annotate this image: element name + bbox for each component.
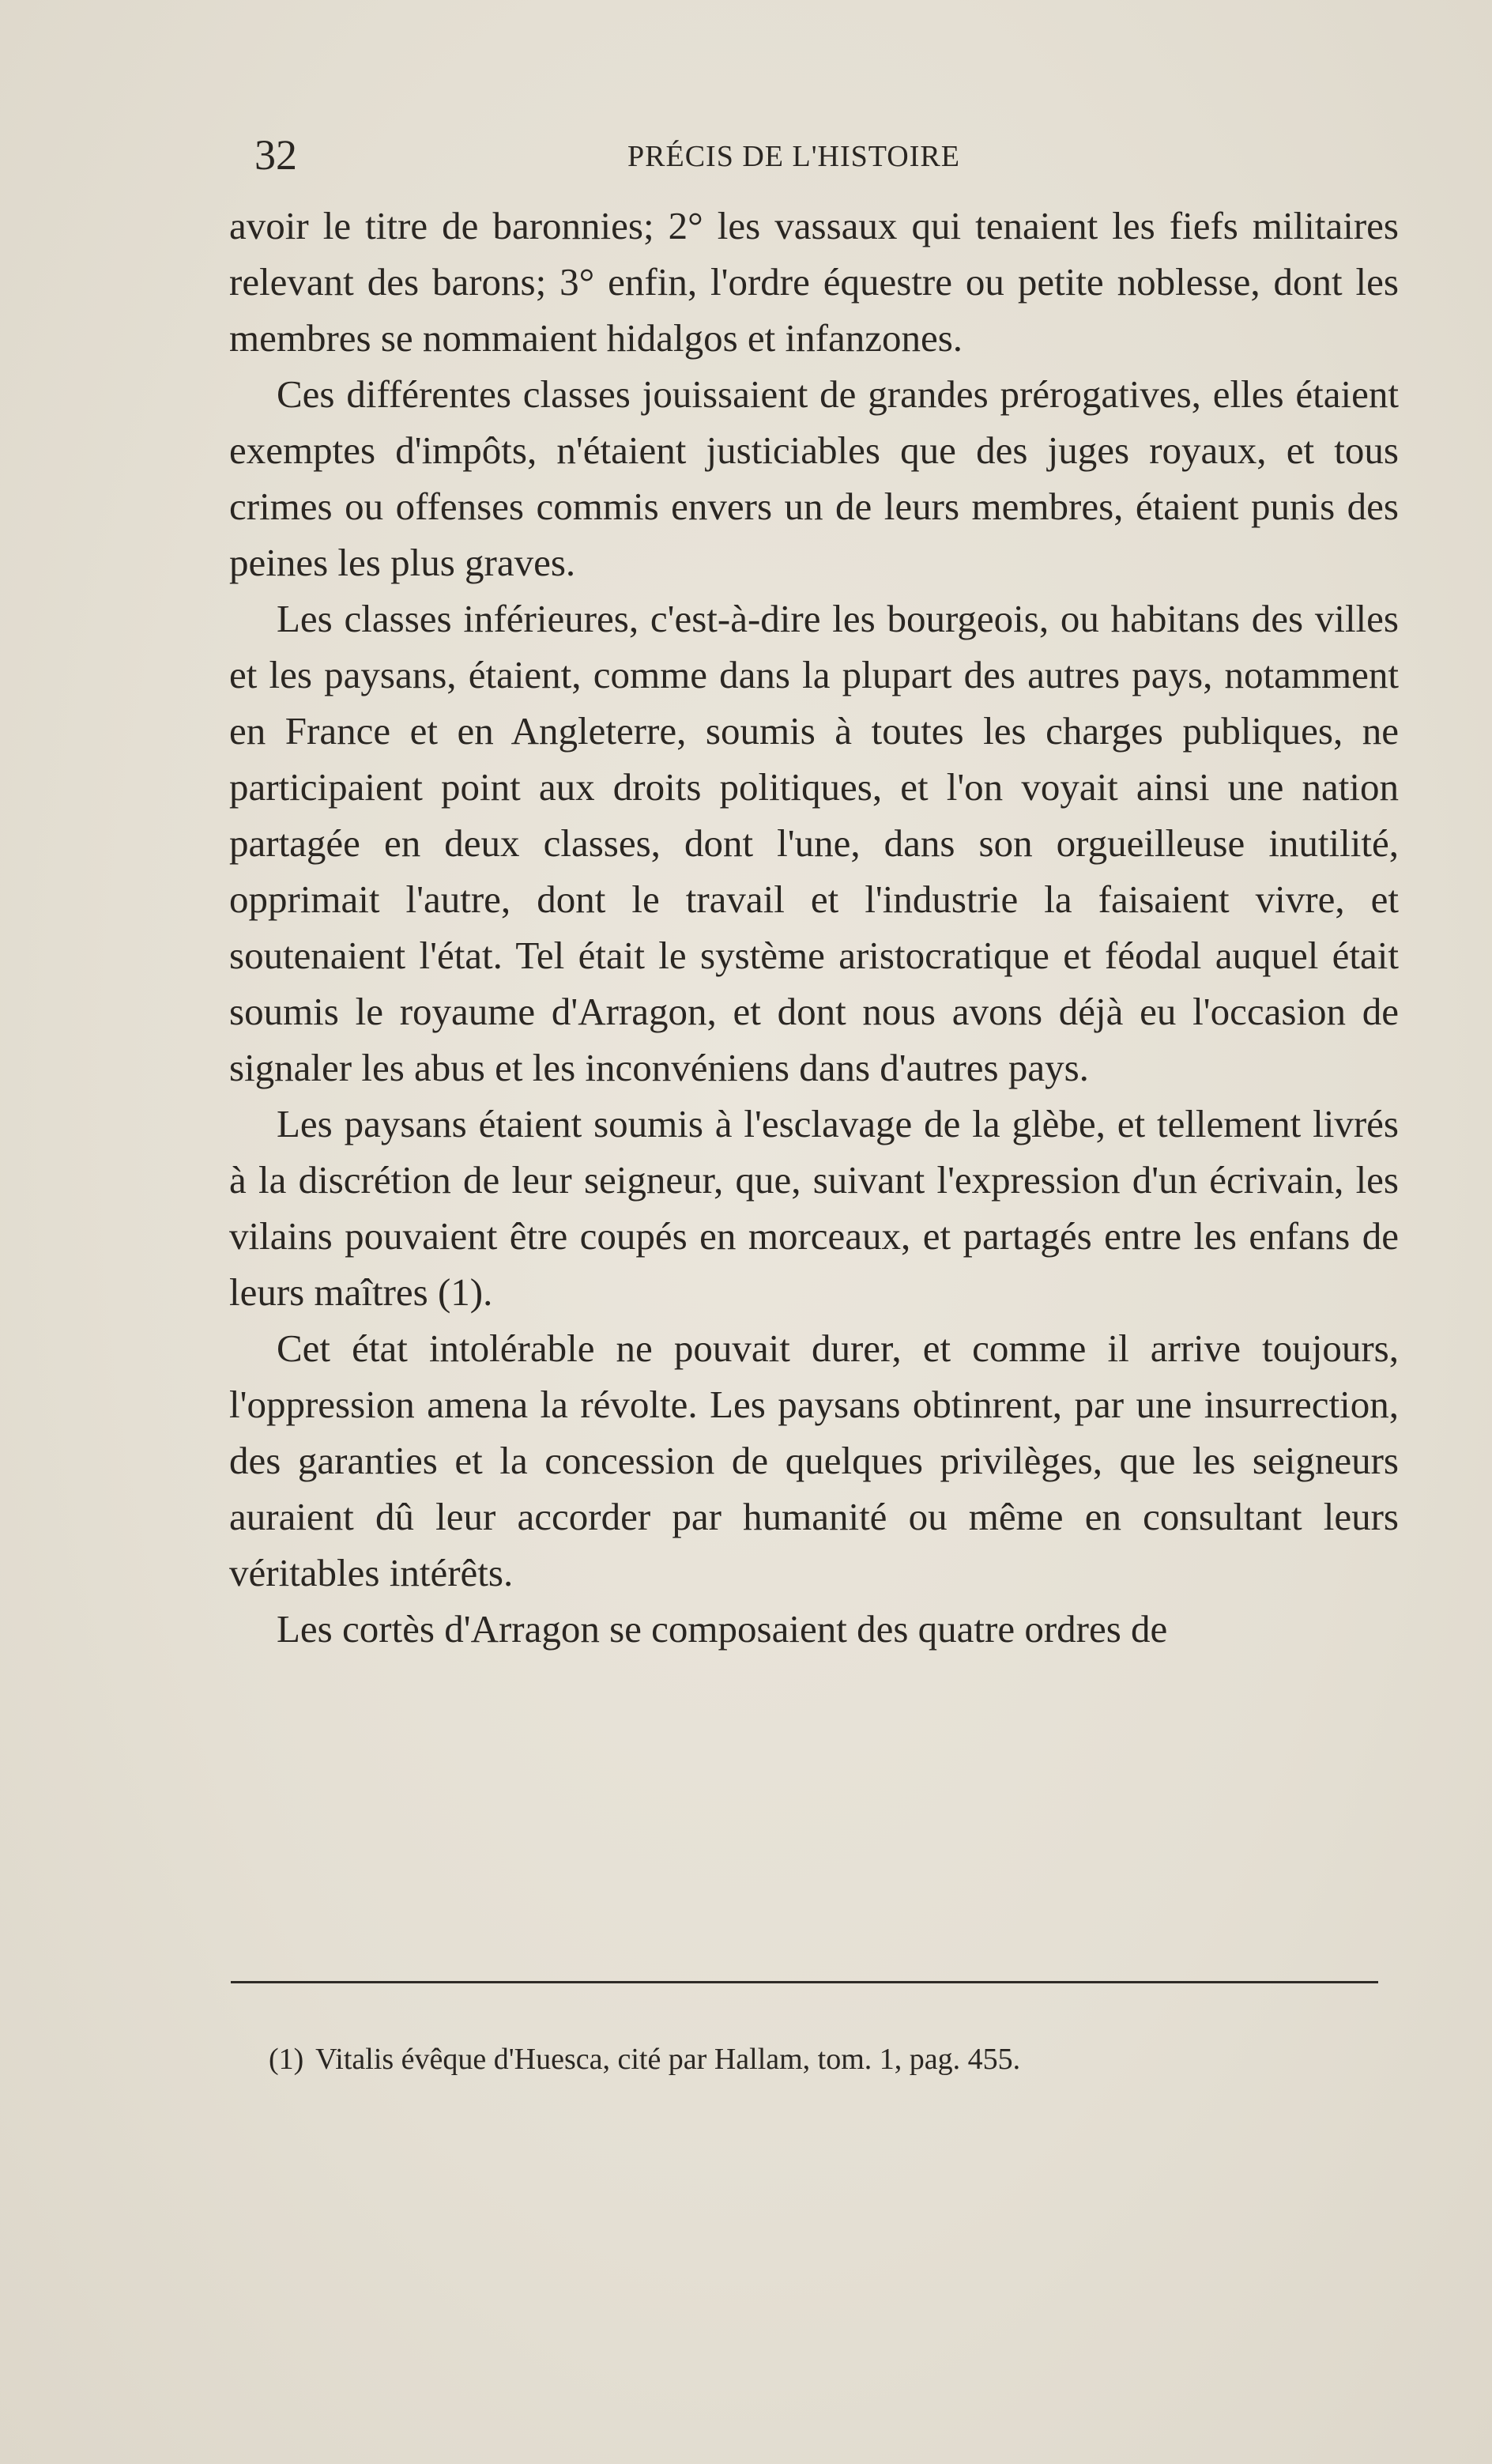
paragraph: Cet état intolérable ne pouvait durer, et comme il arrive toujours, l'oppression amena la révolte. Les paysans obtinrent, par une insurrection, des garanties et la concession de quelques privilèges, que les seigneurs auraient dû leur accorder par humanité ou même en consultant leurs véritables intérêts.: [229, 1326, 1399, 1594]
paragraph: Ces différentes classes jouissaient de grandes prérogatives, elles étaient exemptes d'impôts, n'étaient justiciables que des juges royaux, et tous crimes ou offenses commis envers un de leurs membres, étaient punis des peines les plus graves.: [229, 372, 1399, 584]
footnote-text: Vitalis évêque d'Huesca, cité par Hallam, tom. 1, pag. 455.: [315, 2043, 1021, 2076]
page-number: 32: [254, 131, 297, 179]
footnote: [269, 2039, 1375, 2079]
paragraph: Les paysans étaient soumis à l'esclavage de la glèbe, et tellement livrés à la discrétion de leur seigneur, que, suivant l'expression d'un écrivain, les vilains pouvaient être coupés en morceaux, et partagés entre les enfans de leurs maîtres (1).: [229, 1102, 1399, 1314]
paragraph: Les classes inférieures, c'est-à-dire les bourgeois, ou habitans des villes et les paysans, étaient, comme dans la plupart des autres pays, notamment en France et en Angleterre, soumis à toutes les charges publiques, ne participaient point aux droits politiques, et l'on voyait ainsi une nation partagée en deux classes, dont l'une, dans son orgueilleuse inutilité, opprimait l'autre, dont le travail et l'industrie la faisaient vivre, et soutenaient l'état. Tel était le système aristocratique et féodal auquel était soumis le royaume d'Arragon, et dont nous avons déjà eu l'occasion de signaler les abus et les inconvéniens dans d'autres pays.: [229, 597, 1399, 1089]
running-head: PRÉCIS DE L'HISTOIRE: [627, 140, 960, 173]
footnote-rule: [231, 1981, 1378, 1983]
footnote-mark: (1): [269, 2043, 304, 2076]
page-header: [254, 131, 1392, 179]
paragraph: avoir le titre de baronnies; 2° les vassaux qui tenaient les fiefs militaires relevant des barons; 3° enfin, l'ordre équestre ou petite noblesse, dont les membres se nommaient hidalgos et infanzones.: [229, 204, 1399, 360]
paragraph: Les cortès d'Arragon se composaient des quatre ordres de: [277, 1607, 1168, 1651]
body-text: [229, 198, 1399, 1657]
